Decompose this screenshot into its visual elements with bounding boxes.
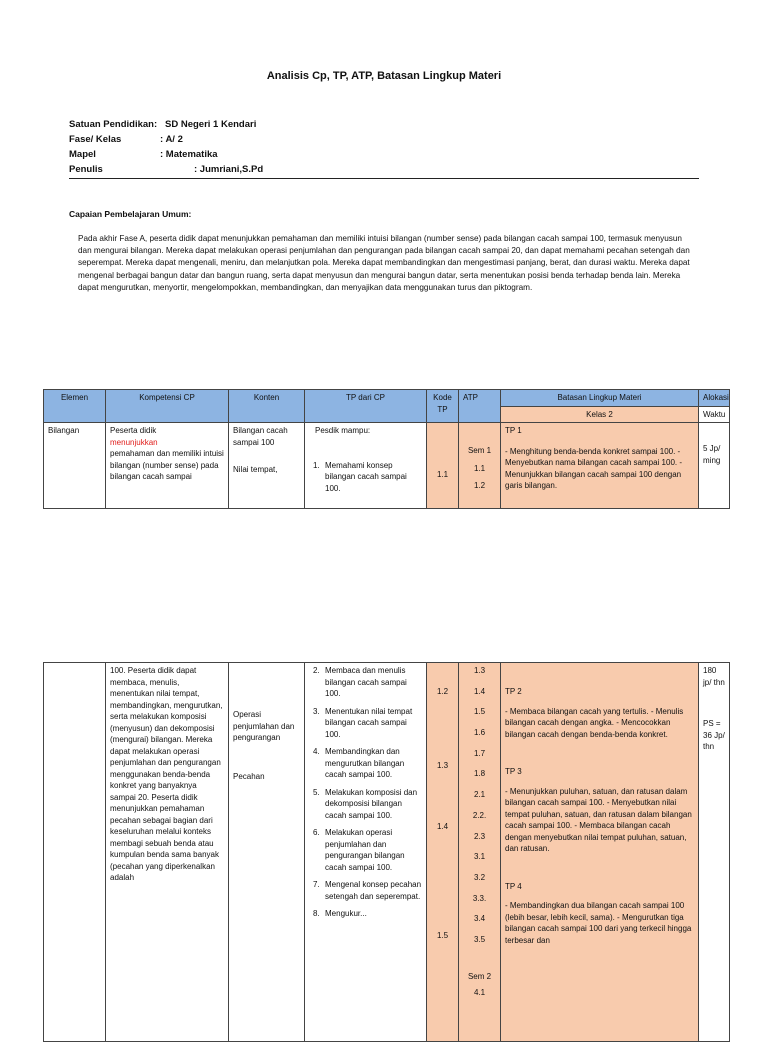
header-elemen: Elemen (44, 390, 106, 423)
analysis-table-continued (43, 662, 730, 1042)
meta-key: Mapel (69, 149, 96, 160)
page-title: Analisis Cp, TP, ATP, Batasan Lingkup Materi (266, 70, 502, 82)
table-row (44, 423, 730, 509)
atp-item: 3.2 (473, 872, 486, 882)
header-kelas: Kelas 2 (501, 406, 699, 423)
batasan-title: TP 3 (505, 767, 522, 776)
konten-item: Bilangan cacah sampai 100 (233, 426, 288, 447)
atp-item: 4.1 (473, 987, 486, 997)
cp-paragraph: Pada akhir Fase A, peserta didik dapat menunjukkan pemahaman dan memiliki intuisi bilangan (number sense) pada bilangan cacah sampai 100, termasuk menyusun dan mengurai bilangan. Mereka dapat melakukan operasi penjumlahan dan pengurangan pada bilangan cacah sampai 20, dan dapat memahami pecahan setengah dan seperempat. Mereka dapat mengenali, meniru, dan melanjutkan pola. Mereka dapat membandingkan dan mengestimasi panjang, berat, dan durasi waktu. Mereka dapat mengenal berbagai bangun datar dan bangun ruang, serta dapat menyusun dan mengurai bangun datar, serta menentukan posisi benda terhadap benda lain. Mereka dapat mengurutkan, menyortir, mengelompokkan, membandingkan, dan menyajikan data menggunakan turus dan piktogram. (78, 234, 690, 292)
alokasi-item: PS = 36 Jp/ thn (703, 719, 725, 751)
tp-item-text: Mengenal konsep pecahan setengah dan seperempat. (325, 880, 422, 901)
tp-item-text: Membaca dan menulis bilangan cacah sampai 100. (325, 666, 407, 698)
tp-item-number: 8. (313, 909, 320, 918)
atp-item: 3.1 (473, 852, 486, 862)
tp-item-number: 3. (313, 706, 320, 716)
cell-alokasi (699, 663, 730, 1042)
cell-alokasi: 5 Jp/ ming (699, 423, 730, 509)
cell-batasan (501, 663, 699, 1042)
atp-item: 1.6 (473, 728, 486, 738)
batasan-text: - Menghitung benda-benda konkret sampai 100. - Menyebutkan nama bilangan cacah sampai 100. - Menunjukkan bilangan cacah sampai 100 dengan garis bilangan. (505, 446, 682, 490)
meta-value: : Matematika (160, 149, 218, 160)
cell-kode: 1.1 (427, 423, 459, 509)
batasan-text: - Membandingkan dua bilangan cacah sampai 100 (lebih besar, lebih kecil, sama). - Mengurutkan tiga bilangan cacah sampai 100 dari yang terkecil hingga terbesar dan (505, 901, 692, 945)
tp-item (313, 665, 422, 700)
tp-item-number: 2. (313, 666, 320, 675)
konten-item: Operasi penjumlahan dan pengurangan (233, 710, 295, 742)
cell-elemen (44, 663, 106, 1042)
atp-item: 3.4 (473, 914, 486, 924)
tp-item-text: Memahami konsep bilangan cacah sampai 100. (325, 460, 407, 493)
kompetensi-text: Peserta didik (110, 426, 157, 435)
analysis-table-top (43, 389, 730, 509)
meta-key: Satuan Pendidikan: (69, 119, 158, 130)
atp-item: 3.3. (472, 893, 487, 903)
tp-item (313, 706, 422, 741)
cell-tp (305, 663, 427, 1042)
cell-konten (229, 663, 305, 1042)
cell-tp (305, 423, 427, 509)
tp-list (313, 665, 422, 920)
atp-item: 1.2 (473, 481, 486, 490)
kode-item: 1.5 (436, 930, 449, 940)
atp-item: 3.5 (473, 934, 486, 944)
tp-item-text: Melakukan komposisi dan dekomposisi bilangan cacah sampai 100. (325, 787, 418, 820)
cell-kode (427, 663, 459, 1042)
header-kode-tp: Kode TP (427, 390, 459, 423)
tp-item-text: Melakukan operasi penjumlahan dan pengurangan bilangan cacah sampai 100. (325, 828, 405, 872)
tp-item (313, 827, 422, 873)
tp-item-text: Menentukan nilai tempat bilangan cacah sampai 100. (325, 706, 413, 739)
meta-value: SD Negeri 1 Kendari (165, 119, 257, 130)
atp-item: 1.3 (473, 666, 486, 675)
table-row (44, 663, 730, 1042)
cell-atp (459, 423, 501, 509)
header-alokasi: Alokasi (699, 390, 730, 407)
atp-item: 2.1 (473, 790, 486, 800)
batasan-title: TP 1 (505, 426, 522, 435)
tp-item (313, 460, 422, 495)
tp-item (313, 879, 422, 902)
tp-item (313, 746, 422, 781)
tp-item-text: Mengukur... (325, 909, 367, 918)
tp-item (313, 787, 422, 822)
meta-value: : Jumriani,S.Pd (194, 164, 264, 175)
konten-item: Nilai tempat, (233, 465, 278, 474)
tp-item-text: Membandingkan dan mengurutkan bilangan cacah sampai 100. (325, 747, 405, 779)
atp-item: Sem 1 (467, 446, 492, 455)
tp-item-number: 5. (313, 787, 320, 797)
batasan-title: TP 4 (505, 881, 522, 891)
kompetensi-text: pemahaman dan memiliki intuisi bilangan (number sense) pada bilangan cacah sampai (110, 449, 224, 481)
header-tp: TP dari CP (305, 390, 427, 423)
meta-key: Fase/ Kelas (69, 134, 122, 145)
kode-item: 1.2 (436, 687, 449, 696)
alokasi-item: 180 jp/ thn (703, 666, 725, 687)
atp-item: 2.3 (473, 831, 486, 841)
atp-item: Sem 2 (467, 972, 492, 982)
cell-batasan (501, 423, 699, 509)
atp-item: 1.1 (473, 463, 486, 473)
cell-kompetensi (106, 423, 229, 509)
header-atp: ATP (459, 390, 501, 423)
header-konten: Konten (229, 390, 305, 423)
batasan-title: TP 2 (505, 687, 522, 696)
kode-item: 1.3 (436, 760, 449, 770)
tp-item-number: 1. (313, 460, 320, 470)
cell-konten (229, 423, 305, 509)
tp-item-number: 6. (313, 828, 320, 837)
meta-value: : A/ 2 (160, 134, 183, 145)
kompetensi-highlight: menunjukkan (110, 437, 158, 447)
atp-item: 1.5 (473, 707, 486, 717)
atp-item: 1.7 (473, 748, 486, 758)
cell-kompetensi: 100. Peserta didik dapat membaca, menulis, menentukan nilai tempat, membandingkan, mengurutkan, serta melakukan komposisi (menyusun) dan dekomposisi (mengurai) bilangan. Mereka dapat melakukan operasi penjumlahan dan pengurangan menggunakan benda-benda konkret yang banyaknya sampai 20. Peserta didik menunjukkan pemahaman pecahan sebagai bagian dari keseluruhan melalui konteks membagi sebuah benda atau kumpulan benda sama banyak (pecahan yang diperkenalkan adalah (106, 663, 229, 1042)
atp-item: 1.4 (473, 686, 486, 696)
cp-heading: Capaian Pembelajaran Umum: (69, 209, 192, 219)
konten-item: Pecahan (233, 771, 265, 781)
header-kompetensi: Kompetensi CP (106, 390, 229, 423)
header-batasan: Batasan Lingkup Materi (501, 390, 699, 407)
header-divider (69, 178, 699, 179)
kode-item: 1.4 (436, 822, 449, 831)
atp-item: 2.2. (472, 810, 487, 820)
tp-item-number: 7. (313, 880, 320, 889)
tp-intro: Pesdik mampu: (315, 426, 371, 435)
tp-item (313, 908, 422, 920)
cell-atp (459, 663, 501, 1042)
header-waktu: Waktu (699, 406, 730, 423)
cell-elemen: Bilangan (44, 423, 106, 509)
batasan-text: - Membaca bilangan cacah yang tertulis. - Menulis bilangan cacah dengan angka. - Mencocokkan bilangan cacah dengan benda-benda konkret. (505, 706, 684, 739)
batasan-text: - Menunjukkan puluhan, satuan, dan ratusan dalam bilangan cacah sampai 100. - Menyebutkan nilai tempat puluhan, satuan, dan ratusan dalam bilangan cacah sampai 100. - Membaca bilangan cacah dengan menyebutkan nilai tempat puluhan, satuan, dan ratusan. (505, 786, 692, 853)
tp-item-number: 4. (313, 747, 320, 756)
meta-key: Penulis (69, 164, 103, 175)
atp-item: 1.8 (473, 769, 486, 779)
